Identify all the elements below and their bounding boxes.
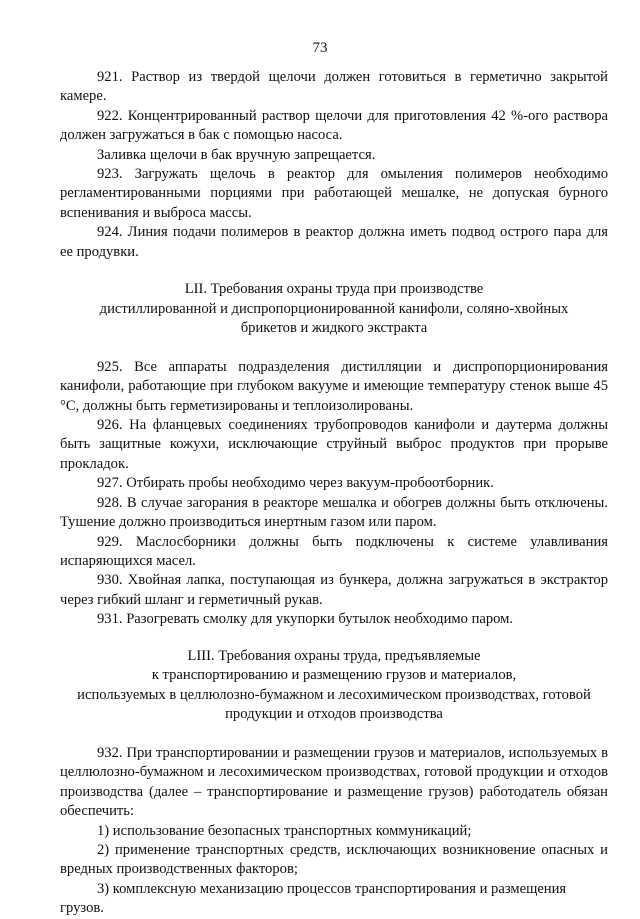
paragraph-927: 927. Отбирать пробы необходимо через вакуум-пробоотборник.	[97, 475, 494, 492]
section-heading-lii	[60, 280, 608, 339]
page-number: 73	[312, 40, 328, 56]
section-heading-line: брикетов и жидкого экстракта	[240, 320, 428, 337]
paragraph-922-note: Заливка щелочи в бак вручную запрещается.	[97, 146, 376, 163]
section-heading-line: к транспортированию и размещению грузов и материалов,	[151, 667, 517, 684]
paragraph-928: 928. В случае загорания в реакторе мешалка и обогрев должны быть отключены. Тушение должно производиться инертным газом или паром.	[60, 494, 608, 531]
paragraph-931: 931. Разогревать смолку для укупорки бутылок необходимо паром.	[97, 611, 514, 628]
paragraph-925: 925. Все аппараты подразделения дистилляции и диспропорционирования канифоли, работающие при глубоком вакууме и имеющие температуру стенок выше 45 °С, должны быть герметизированы и теплоизолированы.	[60, 358, 608, 414]
section-heading-liii	[60, 647, 608, 725]
paragraph-926: 926. На фланцевых соединениях трубопроводов канифоли и даутерма должны быть защитные кожухи, исключающие струйный выброс продуктов при прорыве прокладок.	[60, 417, 608, 472]
section-heading-line: используемых в целлюлозно-бумажном и лесохимическом производствах, готовой	[77, 686, 591, 703]
list-item-2: 2) применение транспортных средств, исключающих возникновение опасных и вредных производственных факторов;	[60, 841, 608, 878]
paragraph-924: 924. Линия подачи полимеров в реактор должна иметь подвод острого пара для ее продувки.	[60, 224, 608, 260]
paragraph-923: 923. Загружать щелочь в реактор для омыления полимеров необходимо регламентированными порциями при работающей мешалке, не допуская бурного вспенивания и выброса массы.	[60, 166, 608, 221]
paragraph-932: 932. При транспортировании и размещении грузов и материалов, используемых в целлюлозно-бумажном и лесохимическом производствах, готовой продукции и отходов производства (далее – транспортирование и размещение грузов) работодатель обязан обеспечить:	[60, 744, 608, 820]
list-item-3: 3) комплексную механизацию процессов транспортирования и размещения грузов.	[60, 880, 567, 917]
section-heading-line: LIII. Требования охраны труда, предъявляемые	[187, 647, 481, 664]
paragraph-921: 921. Раствор из твердой щелочи должен готовиться в герметично закрытой камере.	[60, 69, 608, 105]
section-heading-line: продукции и отходов производства	[225, 706, 443, 723]
section-heading-line: дистиллированной и диспропорционированной канифоли, соляно-хвойных	[99, 300, 569, 317]
paragraph-922: 922. Концентрированный раствор щелочи для приготовления 42 %-ого раствора должен загружаться в бак с помощью насоса.	[60, 107, 608, 144]
paragraph-929: 929. Маслосборники должны быть подключены к системе улавливания испаряющихся масел.	[60, 533, 608, 569]
paragraph-930: 930. Хвойная лапка, поступающая из бункера, должна загружаться в экстрактор через гибкий шланг и герметичный рукав.	[60, 572, 608, 608]
document-body	[60, 68, 608, 919]
list-item-1: 1) использование безопасных транспортных коммуникаций;	[97, 822, 472, 839]
section-heading-line: LII. Требования охраны труда при производстве	[184, 281, 484, 298]
